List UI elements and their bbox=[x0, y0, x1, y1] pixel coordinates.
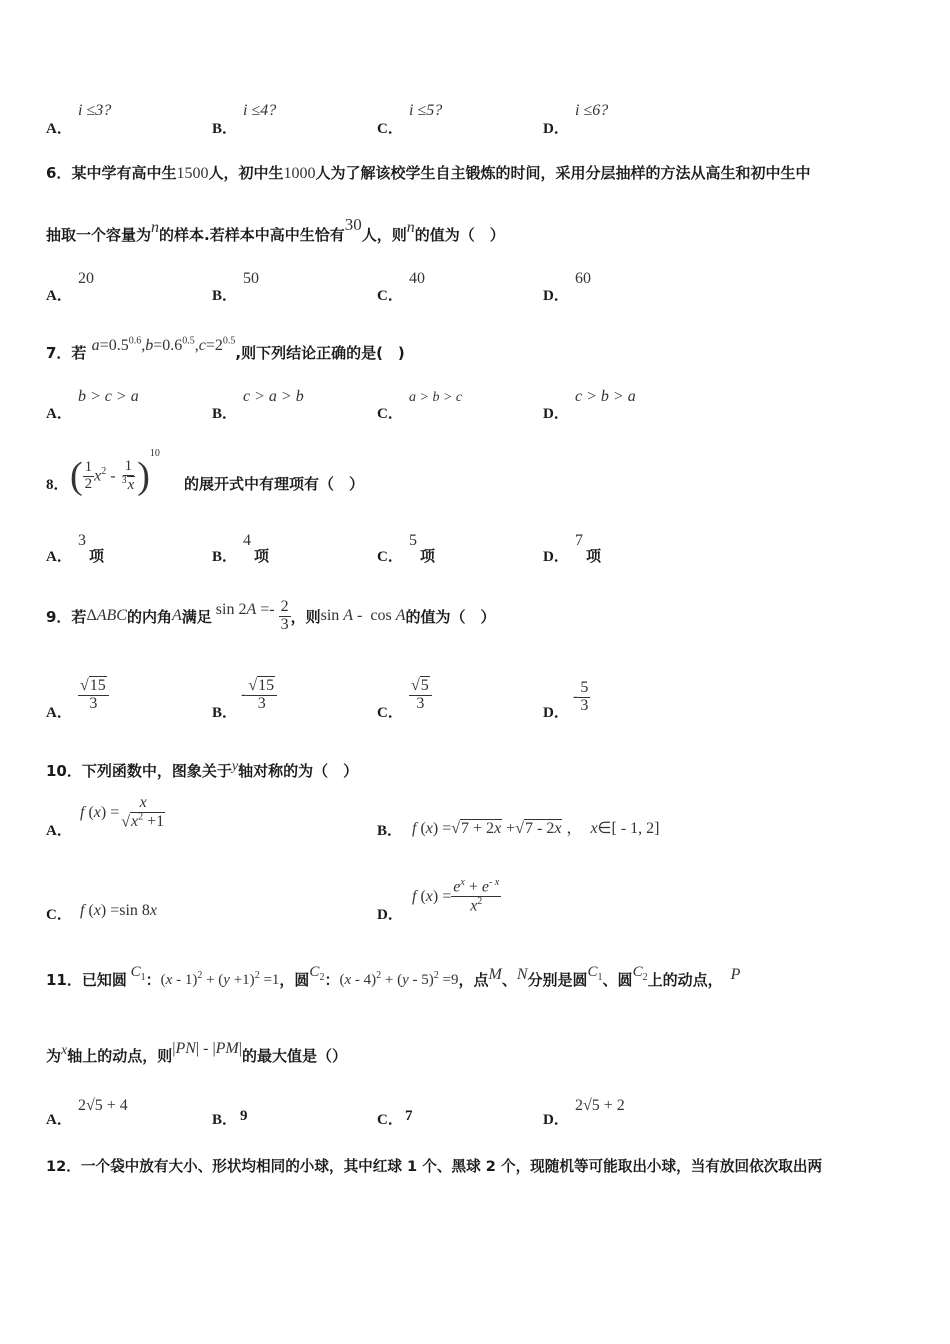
q7-option-c-text: a > b > c bbox=[409, 390, 463, 405]
q6-line2 bbox=[46, 215, 505, 245]
q6-n-2: n bbox=[406, 219, 415, 236]
q11-text: 、圆 bbox=[602, 970, 633, 989]
question-12-stem: 12．一个袋中放有大小、形状均相同的小球，其中红球 1 个、黑球 2 个，现随机等可能取出小球，当有放回依次取出两 bbox=[46, 1158, 823, 1175]
q10-option-a-label: A． bbox=[46, 823, 72, 839]
q8-option-b-unit: 项 bbox=[254, 547, 270, 565]
q6-text: 的样本.若样本中高中生恰有 bbox=[159, 226, 345, 244]
q6-option-d-text: 60 bbox=[575, 270, 591, 287]
q11-option-b-text: 9 bbox=[240, 1108, 248, 1124]
q7-number: 7．若 bbox=[46, 344, 87, 362]
q9-text: ，则 bbox=[290, 607, 321, 626]
q8-number: 8． bbox=[46, 477, 69, 493]
q10-y: y bbox=[231, 759, 239, 774]
q9-option-a-value: $\frac{√15}{3}$ bbox=[78, 678, 109, 713]
q11-text: 为 bbox=[46, 1046, 62, 1065]
q8-option-c-value: 5 bbox=[409, 532, 417, 549]
q9-option-b-value: - $\frac{√15}{3}$ bbox=[241, 678, 277, 713]
q11-x: x bbox=[61, 1043, 68, 1058]
q7-option-a-text: b > c > a bbox=[78, 388, 139, 405]
q8-option-c-unit: 项 bbox=[420, 547, 436, 565]
q10-tail: 轴对称的为（ ） bbox=[238, 762, 359, 780]
q11-text: 分别是圆 bbox=[527, 970, 588, 989]
q6-line1 bbox=[46, 162, 810, 183]
q5-option-c-text: i ≤5? bbox=[409, 102, 443, 119]
q5-option-b-text: i ≤4? bbox=[243, 102, 277, 119]
q6-30: 30 bbox=[344, 215, 362, 234]
q10-stem bbox=[46, 760, 358, 781]
q8-option-c-label: C． bbox=[377, 549, 403, 565]
q11-text: 的最大值是（） bbox=[241, 1046, 347, 1065]
q9-A: A bbox=[171, 607, 182, 624]
q10-number: 10．下列函数中，图象关于 bbox=[46, 762, 232, 780]
q5-option-d-label: D． bbox=[543, 121, 569, 137]
q9-option-d-value: - $\frac{5}{3}$ bbox=[573, 679, 589, 714]
q7-tail: ,则下列结论正确的是( ) bbox=[235, 344, 405, 362]
q9-option-a-label: A． bbox=[46, 705, 72, 721]
q11-colon: ： bbox=[324, 970, 340, 989]
q11-text: 、 bbox=[501, 970, 517, 989]
q7-option-a-label: A． bbox=[46, 406, 72, 422]
q11-N: N bbox=[516, 966, 528, 983]
q7-option-b-text: c > a > b bbox=[243, 388, 304, 405]
q7-option-d-label: D． bbox=[543, 406, 569, 422]
q10-option-c-formula: f (x) =sin 8x bbox=[80, 902, 158, 919]
q8-option-d-unit: 项 bbox=[586, 547, 602, 565]
q7-option-b-label: B． bbox=[212, 406, 238, 422]
q6-1500: 1500 bbox=[176, 165, 209, 182]
q5-option-c-label: C． bbox=[377, 121, 403, 137]
q6-text: 人为了解该校学生自主锻炼的时间，采用分层抽样的方法从高生和初中生中 bbox=[315, 164, 811, 182]
q6-text: 某中学有高中生 bbox=[71, 164, 177, 182]
q11-P: P bbox=[730, 966, 741, 983]
q6-text: 人，则 bbox=[361, 226, 407, 244]
q11-option-a-text: 2√5 + 4 bbox=[78, 1097, 128, 1114]
q8-option-b-label: B． bbox=[212, 549, 238, 565]
q6-n: n bbox=[151, 219, 160, 236]
q11-option-a-label: A． bbox=[46, 1112, 72, 1128]
q6-number: 6． bbox=[46, 164, 72, 182]
q10-option-c-label: C． bbox=[46, 907, 72, 923]
q9-number: 9．若 bbox=[46, 607, 87, 626]
q6-option-a-label: A． bbox=[46, 288, 72, 304]
q6-option-d-label: D． bbox=[543, 288, 569, 304]
q8-option-a-unit: 项 bbox=[89, 547, 105, 565]
q5-option-b-label: B． bbox=[212, 121, 238, 137]
q6-option-c-label: C． bbox=[377, 288, 403, 304]
q11-option-c-text: 7 bbox=[405, 1108, 413, 1124]
q9-stem: 9．若 ΔABC 的内角 A 满足 sin 2A =- $\frac{2}{3}$ ，则 sin A - cos A 的值为（ ） bbox=[46, 597, 496, 633]
q8-tail: 的展开式中有理项有（ ） bbox=[184, 475, 365, 493]
q5-option-a-label: A． bbox=[46, 121, 72, 137]
q9-option-b-label: B． bbox=[212, 705, 238, 721]
q7-option-c-label: C． bbox=[377, 406, 403, 422]
q8-expression: ( $\frac{1}{2}$ $x^2$ - $\frac{1}{^3x}$ ) $^{10}$ bbox=[70, 448, 160, 497]
q5-option-a-text: i ≤3? bbox=[78, 102, 112, 119]
q9-text: 的内角 bbox=[126, 607, 172, 626]
q9-text: 满足 bbox=[181, 607, 212, 626]
q11-option-c-label: C． bbox=[377, 1112, 403, 1128]
q11-line1: 11．已知圆 $C_1$ ： $(x - 1)^2 + (y +1)^2 =1$ ，圆 $C_2$ ： (x - 4)$^2$ + (y - 5)$^2$ =9 ，点 M 、 N 分别是圆 $C_1$ 、圆 $C_2$ 上的动点， P bbox=[46, 963, 741, 989]
q10-option-b-label: B． bbox=[377, 823, 403, 839]
q5-option-d-text: i ≤6? bbox=[575, 102, 609, 119]
q8-option-b-value: 4 bbox=[243, 532, 251, 549]
q9-option-c-label: C． bbox=[377, 705, 403, 721]
q11-colon: ： bbox=[145, 970, 161, 989]
q11-option-b-label: B． bbox=[212, 1112, 238, 1128]
q10-option-d-label: D． bbox=[377, 907, 403, 923]
q8-option-a-label: A． bbox=[46, 549, 72, 565]
q8-option-d-label: D． bbox=[543, 549, 569, 565]
q6-text: 人，初中生 bbox=[208, 164, 284, 182]
q8-option-d-value: 7 bbox=[575, 532, 583, 549]
q6-option-b-label: B． bbox=[212, 288, 238, 304]
q7-option-d-text: c > b > a bbox=[575, 388, 636, 405]
q10-option-d-formula: f (x) = $\frac{e^x + e^{- x}}{x^2}$ bbox=[412, 877, 500, 915]
q11-text: 轴上的动点，则 bbox=[67, 1046, 173, 1065]
q10-option-b-formula: f (x) =√7 + 2x +√7 - 2x ， x∈[ - 1, 2] bbox=[412, 820, 660, 837]
q11-option-d-label: D． bbox=[543, 1112, 569, 1128]
q8-option-a-value: 3 bbox=[78, 532, 86, 549]
q11-line2: 为 x 轴上的动点，则 |PN| - |PM| 的最大值是（） bbox=[46, 1040, 347, 1065]
q6-1000: 1000 bbox=[283, 165, 316, 182]
q6-option-a-text: 20 bbox=[78, 270, 94, 287]
q9-option-d-label: D． bbox=[543, 705, 569, 721]
q6-text: 的值为（ ） bbox=[414, 226, 505, 244]
q11-text: ，圆 bbox=[279, 970, 310, 989]
q6-option-c-text: 40 bbox=[409, 270, 425, 287]
q11-number: 11．已知圆 bbox=[46, 970, 127, 989]
q6-option-b-text: 50 bbox=[243, 270, 259, 287]
q11-text: ，点 bbox=[458, 970, 489, 989]
q6-text: 抽取一个容量为 bbox=[46, 226, 152, 244]
q7-formula: $a=0.5^{0.6},b=0.6^{0.5},c=2^{0.5}$ bbox=[91, 335, 236, 354]
q11-option-d-text: 2√5 + 2 bbox=[575, 1097, 625, 1114]
q7-stem bbox=[46, 335, 405, 363]
q9-text: 的值为（ ） bbox=[405, 607, 496, 626]
q11-M: M bbox=[488, 966, 502, 983]
q11-text: 上的动点， bbox=[647, 970, 723, 989]
q10-option-a-formula: f (x) = $\frac{x}{√x^2 +1}$ bbox=[80, 794, 165, 831]
q9-option-c-value: $\frac{√5}{3}$ bbox=[409, 678, 432, 713]
